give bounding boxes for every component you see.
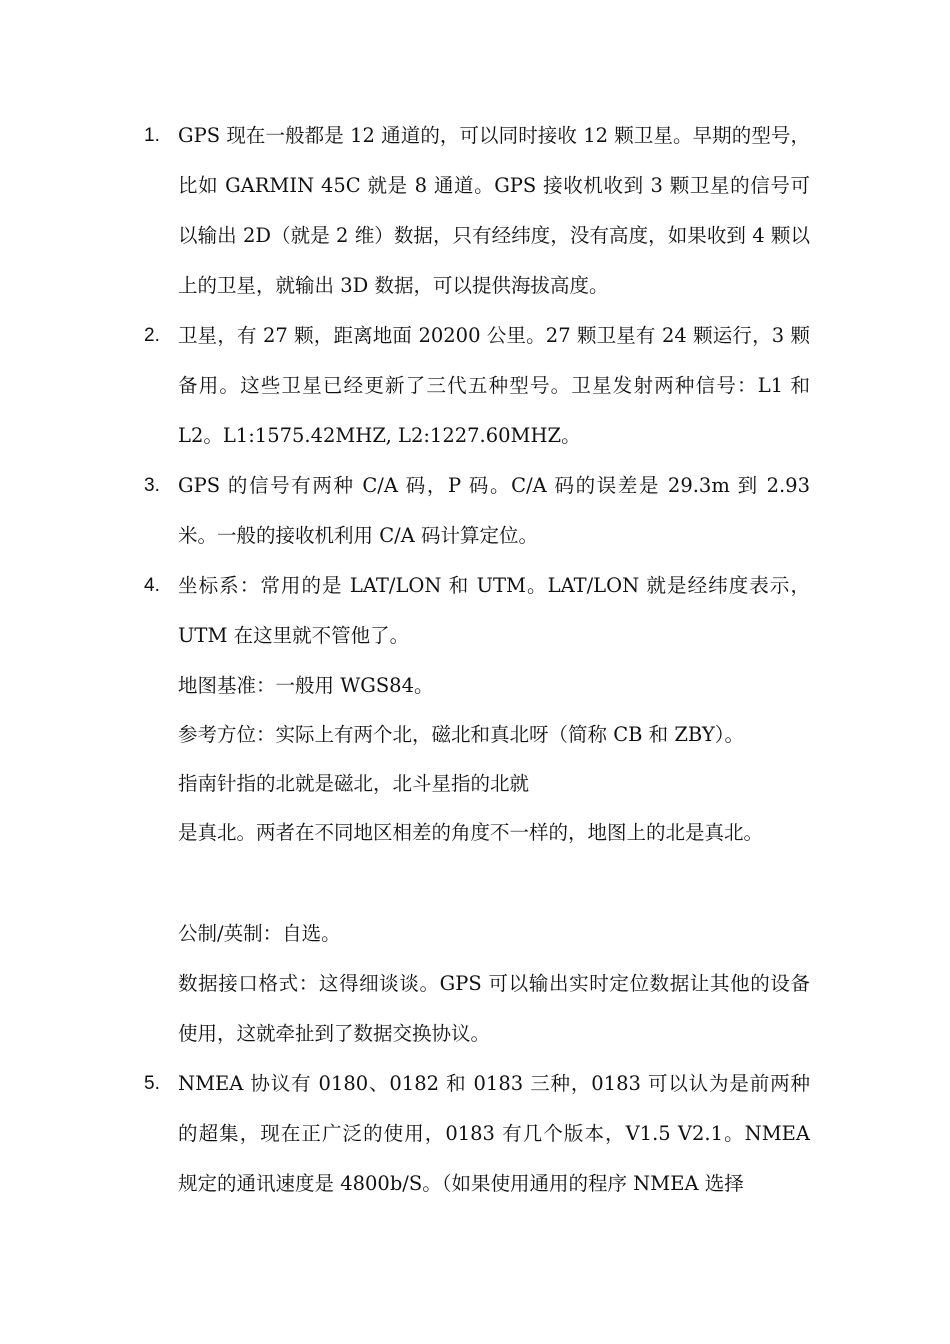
list-item-text: GPS 现在一般都是 12 通道的，可以同时接收 12 颗卫星。早期的型号，比如 GARMIN 45C 就是 8 通道。GPS 接收机收到 3 颗卫星的信号可以输出 2D（就是 2 维）数据，只有经纬度，没有高度，如果收到 4 颗以上的卫星，就输出 3D 数据，可以提供海拔高度。 xyxy=(178,124,810,297)
list-item-text: NMEA 协议有 0180、0182 和 0183 三种，0183 可以认为是前两种的超集，现在正广泛的使用，0183 有几个版本，V1.5 V2.1。NMEA 规定的通讯速度是 4800b/S。（如果使用通用的程序 NMEA 选择 xyxy=(178,1072,810,1195)
paragraph-bearing: 参考方位：实际上有两个北，磁北和真北呀（简称 CB 和 ZBY）。 xyxy=(178,723,745,746)
list-item-text: GPS 的信号有两种 C/A 码，P 码。C/A 码的误差是 29.3m 到 2.93 米。一般的接收机利用 C/A 码计算定位。 xyxy=(178,474,810,547)
list-item-text: 坐标系：常用的是 LAT/LON 和 UTM。LAT/LON 就是经纬度表示，UTM 在这里就不管他了。 xyxy=(178,574,810,647)
paragraph-bearing-continued: 是真北。两者在不同地区相差的角度不一样的，地图上的北是真北。 xyxy=(178,821,764,844)
list-number: 2. xyxy=(144,325,160,346)
paragraph-datum: 地图基准：一般用 WGS84。 xyxy=(178,674,434,697)
list-number: 3. xyxy=(144,475,160,496)
paragraph-interface: 数据接口格式：这得细谈谈。GPS 可以输出实时定位数据让其他的设备使用，这就牵扯到了数据交换协议。 xyxy=(178,972,810,1045)
list-number: 1. xyxy=(144,125,160,146)
list-number: 4. xyxy=(144,575,160,596)
paragraph-bearing-continued: 指南针指的北就是磁北，北斗星指的北就 xyxy=(178,772,530,795)
list-number: 5. xyxy=(144,1073,160,1094)
paragraph-units: 公制/英制：自选。 xyxy=(178,922,341,945)
list-item-text: 卫星，有 27 颗，距离地面 20200 公里。27 颗卫星有 24 颗运行，3 颗备用。这些卫星已经更新了三代五种型号。卫星发射两种信号：L1 和 L2。L1:1575.42MHZ, L2:1227.60MHZ。 xyxy=(178,324,810,447)
